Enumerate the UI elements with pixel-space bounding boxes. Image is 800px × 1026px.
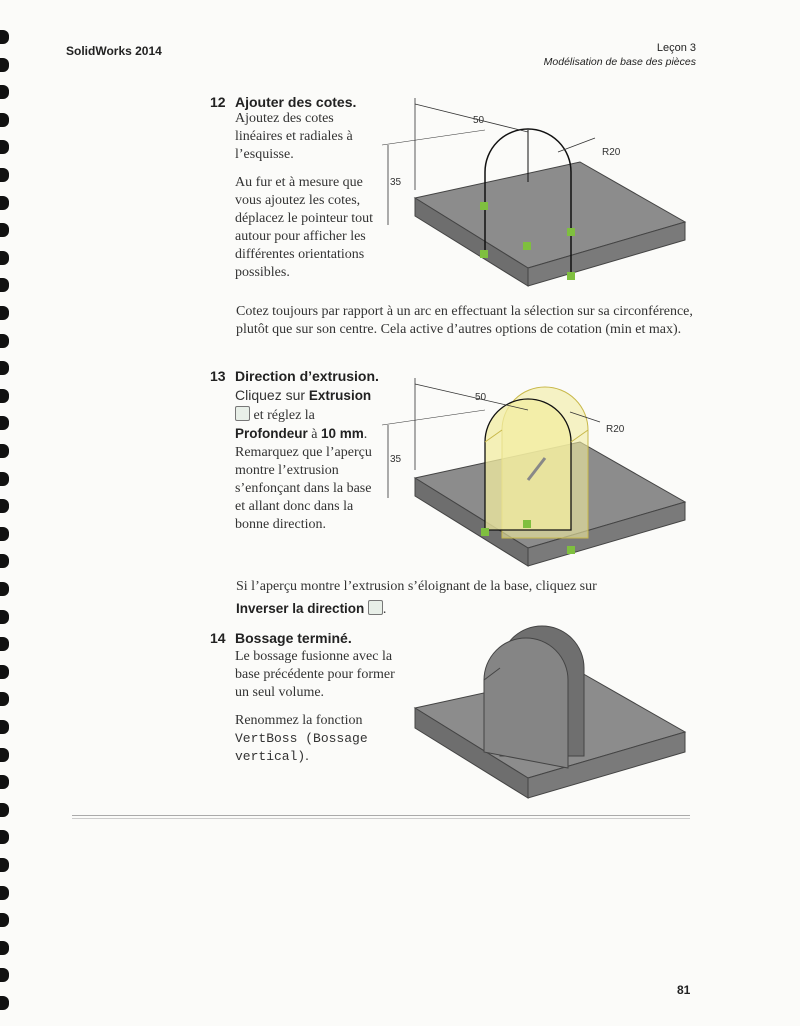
dimension-height-label: 35 — [390, 454, 402, 465]
binding-ring — [0, 140, 9, 154]
binding-ring — [0, 113, 9, 127]
figure-sketch-dimensions — [380, 90, 690, 290]
reverse-direction-icon — [368, 600, 383, 615]
command-reverse-direction: Inverser la direction — [236, 601, 365, 616]
header-lesson-title: Leçon 3 — [656, 42, 696, 54]
dimension-radius-label: R20 — [606, 424, 625, 435]
binding-ring — [0, 610, 9, 624]
step-text: Cliquez sur — [235, 387, 309, 403]
figure-extrusion-preview — [380, 370, 690, 570]
binding-ring — [0, 168, 9, 182]
binding-ring — [0, 582, 9, 596]
figure-finished-boss — [380, 628, 690, 808]
relation-icon — [481, 528, 489, 536]
note-text: . — [382, 602, 387, 617]
binding-ring — [0, 775, 9, 789]
header-book-title: SolidWorks 2014 — [66, 44, 162, 58]
step-text: . — [363, 427, 368, 442]
step-paragraph: Remarquez que l’aperçu montre l’extrusion s’enfonçant dans la base et allant donc dans la bonne direction. — [235, 445, 372, 532]
header-lesson-subtitle: Modélisation de base des pièces — [543, 56, 696, 68]
feature-name: VertBoss (Bossage vertical) — [235, 731, 368, 764]
binding-ring — [0, 196, 9, 210]
binding-ring — [0, 85, 9, 99]
step-body — [235, 386, 385, 534]
binding-ring — [0, 637, 9, 651]
command-extrusion: Extrusion — [308, 388, 372, 403]
dimension-width-label: 50 — [475, 392, 487, 403]
step-number: 13 — [210, 368, 226, 384]
step-number: 14 — [210, 630, 226, 646]
relation-icon — [480, 250, 488, 258]
binding-ring — [0, 306, 9, 320]
relation-icon — [567, 546, 575, 554]
relation-icon — [523, 242, 531, 250]
binding-ring — [0, 223, 9, 237]
note-dimension-tip — [236, 303, 696, 339]
step-paragraph: Ajoutez des cotes linéaires et radiales à l’esquisse. — [235, 111, 353, 162]
step-text: Renommez la fonction — [235, 713, 363, 728]
dimension-radius-label: R20 — [602, 147, 621, 158]
binding-ring — [0, 361, 9, 375]
binding-ring — [0, 499, 9, 513]
page-divider — [72, 815, 690, 819]
binding-ring — [0, 748, 9, 762]
header-lesson — [544, 41, 696, 69]
depth-value: 10 mm — [320, 426, 364, 441]
relation-icon — [523, 520, 531, 528]
binding-ring — [0, 334, 9, 348]
note-text: Cotez toujours par rapport à un arc en effectuant la sélection sur sa circonférence, plutôt que sur son centre. Cela active d’autres options de cotation (min et max). — [236, 304, 693, 337]
binding-ring — [0, 554, 9, 568]
dimension-width-label: 50 — [473, 115, 485, 126]
binding-ring — [0, 803, 9, 817]
step-title: Ajouter des cotes. — [235, 94, 357, 110]
note-reverse-direction — [236, 578, 706, 619]
binding-ring — [0, 886, 9, 900]
binding-ring — [0, 996, 9, 1010]
binding-ring — [0, 968, 9, 982]
binding-ring — [0, 389, 9, 403]
binding-ring — [0, 58, 9, 72]
binding-ring — [0, 472, 9, 486]
step-paragraph: Le bossage fusionne avec la base précédente pour former un seul volume. — [235, 649, 395, 700]
dimension-height-label: 35 — [390, 177, 402, 188]
spiral-binding — [0, 0, 12, 1026]
step-title: Bossage terminé. — [235, 630, 352, 646]
binding-ring — [0, 278, 9, 292]
relation-icon — [567, 228, 575, 236]
page-number: 81 — [677, 983, 691, 997]
extrude-icon — [235, 406, 250, 421]
binding-ring — [0, 527, 9, 541]
binding-ring — [0, 251, 9, 265]
note-text: Si l’aperçu montre l’extrusion s’éloignant de la base, cliquez sur — [236, 579, 597, 594]
step-body — [235, 110, 380, 282]
relation-icon — [567, 272, 575, 280]
step-body — [235, 648, 395, 766]
relation-icon — [480, 202, 488, 210]
step-text: . — [305, 749, 309, 764]
step-number: 12 — [210, 94, 226, 110]
binding-ring — [0, 30, 9, 44]
binding-ring — [0, 720, 9, 734]
binding-ring — [0, 665, 9, 679]
binding-ring — [0, 830, 9, 844]
binding-ring — [0, 941, 9, 955]
binding-ring — [0, 444, 9, 458]
step-title: Direction d’extrusion. — [235, 368, 379, 384]
binding-ring — [0, 858, 9, 872]
binding-ring — [0, 913, 9, 927]
field-depth: Profondeur — [235, 426, 308, 441]
step-text: et réglez la — [250, 408, 315, 423]
binding-ring — [0, 416, 9, 430]
binding-ring — [0, 692, 9, 706]
step-paragraph: Au fur et à mesure que vous ajoutez les cotes, déplacez le pointeur tout autour pour afficher les différentes orientations possibles. — [235, 175, 373, 280]
step-text: à — [307, 427, 321, 442]
